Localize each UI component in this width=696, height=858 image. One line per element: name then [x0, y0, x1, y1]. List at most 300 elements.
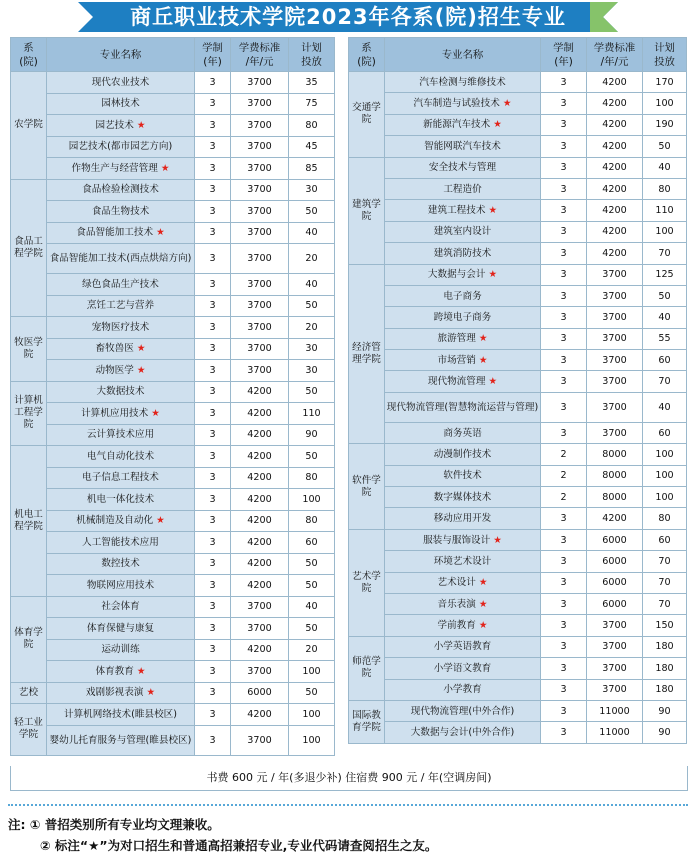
- major-name: 安全技术与管理: [428, 162, 497, 174]
- plan-cell: 90: [643, 700, 687, 721]
- major-cell: [47, 274, 195, 296]
- plan-cell: 50: [289, 446, 335, 468]
- major-cell: [385, 285, 541, 306]
- years-cell: 3: [541, 615, 587, 636]
- major-cell: [47, 682, 195, 704]
- years-cell: 3: [541, 328, 587, 349]
- major-cell: [385, 307, 541, 328]
- plan-cell: 90: [289, 424, 335, 446]
- header-years-line2: (年): [203, 55, 222, 68]
- years-cell: 3: [541, 200, 587, 221]
- plan-cell: 80: [289, 115, 335, 137]
- major-name: 动漫制作技术: [433, 448, 492, 460]
- years-cell: 2: [541, 444, 587, 465]
- major-name: 汽车制造与试验技术: [413, 98, 500, 110]
- table-row: [349, 328, 687, 349]
- header-row: [349, 38, 687, 72]
- years-cell: 3: [195, 661, 231, 683]
- plan-cell: 80: [289, 510, 335, 532]
- table-row: [349, 371, 687, 392]
- years-cell: 3: [195, 317, 231, 339]
- right-major-table: [348, 37, 687, 744]
- table-row: [349, 178, 687, 199]
- star-icon: ★: [475, 620, 488, 632]
- table-row: [349, 350, 687, 371]
- header-dept-line1: 系: [361, 41, 372, 54]
- years-cell: 3: [195, 93, 231, 115]
- major-cell: [47, 136, 195, 158]
- fee-cell: 3700: [231, 115, 289, 137]
- fee-cell: 8000: [587, 444, 643, 465]
- table-row: [11, 553, 335, 575]
- table-row: [11, 381, 335, 403]
- plan-cell: 50: [643, 136, 687, 157]
- major-name: 艺术设计: [437, 577, 476, 589]
- fee-cell: 6000: [231, 682, 289, 704]
- header-plan-line1: 计划: [301, 41, 322, 54]
- major-cell: [385, 658, 541, 679]
- table-row: [349, 529, 687, 550]
- header-fee-line2: /年/元: [245, 55, 274, 68]
- major-cell: [47, 446, 195, 468]
- table-row: [11, 510, 335, 532]
- plan-cell: 70: [643, 572, 687, 593]
- major-name: 园艺技术: [95, 119, 134, 131]
- table-row: [349, 243, 687, 264]
- fee-cell: 3700: [587, 285, 643, 306]
- years-cell: 3: [195, 704, 231, 726]
- major-name: 烹饪工艺与营养: [86, 300, 155, 312]
- table-row: [11, 446, 335, 468]
- table-row: [11, 158, 335, 180]
- plan-cell: 70: [643, 243, 687, 264]
- fee-cell: 4200: [231, 403, 289, 425]
- fee-cell: 4200: [231, 575, 289, 597]
- star-icon: ★: [499, 98, 512, 110]
- major-name: 电气自动化技术: [86, 450, 155, 462]
- star-icon: ★: [143, 687, 156, 699]
- major-name: 食品检验检测技术: [82, 184, 159, 196]
- major-cell: [385, 371, 541, 392]
- major-name: 市场营销: [437, 354, 476, 366]
- fee-cell: 4200: [231, 639, 289, 661]
- fee-cell: 3700: [231, 274, 289, 296]
- fee-cell: 3700: [231, 222, 289, 244]
- plan-cell: 70: [643, 551, 687, 572]
- years-cell: 3: [541, 72, 587, 93]
- fee-cell: 4200: [231, 489, 289, 511]
- star-icon: ★: [153, 227, 165, 239]
- note-item-2: ② 标注“★”为对口招生和普通高招兼招专业,专业代码请查阅招生之友。: [40, 838, 438, 853]
- header-years: [195, 38, 231, 72]
- major-name: 新能源汽车技术: [423, 119, 491, 131]
- fee-cell: 3700: [587, 636, 643, 657]
- plan-cell: 85: [289, 158, 335, 180]
- table-row: [11, 244, 335, 274]
- table-row: [11, 489, 335, 511]
- star-icon: ★: [485, 376, 498, 388]
- major-cell: [47, 72, 195, 94]
- fee-cell: 4200: [231, 424, 289, 446]
- major-cell: [385, 508, 541, 529]
- plan-cell: 125: [643, 264, 687, 285]
- major-cell: [47, 115, 195, 137]
- header-plan: [643, 38, 687, 72]
- fee-cell: 3700: [231, 338, 289, 360]
- fee-cell: 4200: [587, 200, 643, 221]
- star-icon: ★: [485, 205, 498, 217]
- header-years-line1: 学制: [553, 41, 574, 54]
- plan-cell: 60: [643, 350, 687, 371]
- plan-cell: 100: [289, 661, 335, 683]
- years-cell: 3: [541, 551, 587, 572]
- plan-cell: 60: [289, 532, 335, 554]
- table-row: [11, 115, 335, 137]
- major-name: 建筑消防技术: [433, 247, 492, 259]
- major-name: 体育教育: [95, 665, 134, 677]
- years-cell: 3: [195, 158, 231, 180]
- fee-cell: 4200: [587, 243, 643, 264]
- major-cell: [47, 725, 195, 755]
- major-name: 人工智能技术应用: [82, 536, 159, 548]
- plan-cell: 180: [643, 679, 687, 700]
- major-cell: [47, 338, 195, 360]
- table-row: [11, 661, 335, 683]
- header-years-line2: (年): [554, 55, 573, 68]
- years-cell: 3: [541, 593, 587, 614]
- major-cell: [47, 510, 195, 532]
- fee-cell: 8000: [587, 465, 643, 486]
- fee-cell: 4200: [587, 178, 643, 199]
- fee-cell: 3700: [231, 317, 289, 339]
- table-row: [349, 307, 687, 328]
- header-fee: [587, 38, 643, 72]
- table-row: [349, 551, 687, 572]
- dept-cell: 机电工程学院: [11, 446, 47, 597]
- major-cell: [47, 360, 195, 382]
- plan-cell: 180: [643, 658, 687, 679]
- table-row: [349, 593, 687, 614]
- header-plan-line2: 投放: [301, 55, 322, 68]
- star-icon: ★: [133, 364, 146, 376]
- major-name: 跨境电子商务: [433, 311, 492, 323]
- major-name: 数控技术: [101, 558, 140, 570]
- major-name: 现代物流管理(智慧物流运营与管理): [386, 401, 539, 413]
- table-row: [349, 157, 687, 178]
- years-cell: 3: [195, 360, 231, 382]
- star-icon: ★: [153, 515, 165, 527]
- fee-cell: 4200: [587, 221, 643, 242]
- plan-cell: 80: [643, 178, 687, 199]
- dept-cell: 计算机工程学院: [11, 381, 47, 446]
- major-cell: [385, 615, 541, 636]
- years-cell: 3: [195, 682, 231, 704]
- header-fee-line2: /年/元: [600, 55, 629, 68]
- plan-cell: 180: [643, 636, 687, 657]
- major-name: 汽车检测与维修技术: [419, 76, 506, 88]
- years-cell: 3: [195, 244, 231, 274]
- major-cell: [385, 157, 541, 178]
- plan-cell: 30: [289, 179, 335, 201]
- fee-cell: 4200: [231, 467, 289, 489]
- major-name: 移动应用开发: [433, 513, 492, 525]
- table-header: [349, 38, 687, 72]
- major-name: 戏剧影视表演: [85, 687, 144, 699]
- fee-cell: 11000: [587, 722, 643, 743]
- major-cell: [385, 722, 541, 743]
- plan-cell: 60: [643, 529, 687, 550]
- fee-cell: 3700: [587, 350, 643, 371]
- dept-cell: 食品工程学院: [11, 179, 47, 317]
- fee-cell: 4200: [231, 381, 289, 403]
- table-header: [11, 38, 335, 72]
- major-cell: [47, 467, 195, 489]
- plan-cell: 80: [289, 467, 335, 489]
- years-cell: 3: [541, 529, 587, 550]
- major-cell: [385, 487, 541, 508]
- major-name: 园艺技术(都市园艺方向): [68, 141, 173, 153]
- fees-footer-text: 书费 600 元 / 年(多退少补) 住宿费 900 元 / 年(空调房间): [206, 771, 492, 784]
- table-row: [11, 704, 335, 726]
- major-name: 小学语文教育: [433, 662, 492, 674]
- table-row: [349, 465, 687, 486]
- plan-cell: 100: [289, 725, 335, 755]
- years-cell: 3: [541, 93, 587, 114]
- years-cell: 3: [541, 264, 587, 285]
- years-cell: 3: [541, 178, 587, 199]
- star-icon: ★: [490, 119, 502, 131]
- table-body: [349, 72, 687, 744]
- fee-cell: 3700: [231, 295, 289, 317]
- major-name: 作物生产与经营管理: [71, 162, 158, 174]
- fee-cell: 3700: [231, 136, 289, 158]
- fee-cell: 6000: [587, 593, 643, 614]
- table-row: [11, 403, 335, 425]
- fee-cell: 4200: [587, 72, 643, 93]
- major-name: 数字媒体技术: [433, 491, 492, 503]
- major-name: 商务英语: [443, 427, 482, 439]
- major-name: 食品智能加工技术(西点烘焙方向): [49, 253, 192, 264]
- fee-cell: 4200: [231, 704, 289, 726]
- major-name: 旅游管理: [437, 333, 476, 345]
- major-name: 绿色食品生产技术: [82, 278, 159, 290]
- header-plan-line1: 计划: [654, 41, 675, 54]
- plan-cell: 30: [289, 360, 335, 382]
- fee-cell: 6000: [587, 529, 643, 550]
- table-row: [11, 295, 335, 317]
- table-row: [349, 679, 687, 700]
- header-years-line1: 学制: [202, 41, 223, 54]
- fee-cell: 3700: [231, 201, 289, 223]
- star-icon: ★: [133, 343, 146, 355]
- note-line-2: [40, 835, 437, 856]
- years-cell: 3: [541, 350, 587, 371]
- fee-cell: 11000: [587, 700, 643, 721]
- years-cell: 3: [541, 114, 587, 135]
- plan-cell: 20: [289, 244, 335, 274]
- major-cell: [47, 553, 195, 575]
- major-name: 计算机网络技术(睢县校区): [63, 708, 178, 720]
- table-row: [349, 93, 687, 114]
- dept-cell: 体育学院: [11, 596, 47, 682]
- major-name: 云计算技术应用: [86, 429, 155, 441]
- table-row: [11, 596, 335, 618]
- fee-cell: 3700: [231, 158, 289, 180]
- major-cell: [47, 532, 195, 554]
- header-plan-line2: 投放: [654, 55, 675, 68]
- major-name: 体育保健与康复: [86, 622, 155, 634]
- years-cell: 3: [541, 221, 587, 242]
- major-cell: [385, 264, 541, 285]
- left-major-table: [10, 37, 335, 756]
- major-cell: [385, 114, 541, 135]
- major-name: 小学英语教育: [433, 641, 492, 653]
- major-name: 工程造价: [443, 183, 482, 195]
- table-row: [11, 201, 335, 223]
- table-row: [11, 360, 335, 382]
- major-name: 机械制造及自动化: [76, 515, 154, 527]
- header-fee: [231, 38, 289, 72]
- table-row: [11, 179, 335, 201]
- major-cell: [385, 572, 541, 593]
- years-cell: 3: [195, 403, 231, 425]
- star-icon: ★: [157, 162, 170, 174]
- fee-cell: 6000: [587, 572, 643, 593]
- table-row: [349, 200, 687, 221]
- major-name: 电子商务: [443, 290, 482, 302]
- dept-cell: 软件学院: [349, 444, 385, 530]
- major-name: 环境艺术设计: [433, 555, 492, 567]
- table-row: [349, 114, 687, 135]
- dept-cell: 师范学院: [349, 636, 385, 700]
- table-row: [11, 317, 335, 339]
- star-icon: ★: [490, 534, 502, 546]
- years-cell: 3: [541, 636, 587, 657]
- fee-cell: 3700: [231, 179, 289, 201]
- plan-cell: 190: [643, 114, 687, 135]
- fee-cell: 3700: [587, 371, 643, 392]
- fee-cell: 3700: [587, 679, 643, 700]
- dept-cell: 国际教育学院: [349, 700, 385, 743]
- plan-cell: 100: [643, 487, 687, 508]
- years-cell: 3: [195, 510, 231, 532]
- major-cell: [47, 704, 195, 726]
- plan-cell: 30: [289, 338, 335, 360]
- major-name: 园林技术: [101, 98, 140, 110]
- years-cell: 3: [541, 572, 587, 593]
- header-dept-line2: (院): [357, 55, 376, 68]
- table-row: [349, 700, 687, 721]
- plan-cell: 45: [289, 136, 335, 158]
- plan-cell: 100: [643, 93, 687, 114]
- plan-cell: 170: [643, 72, 687, 93]
- years-cell: 3: [541, 700, 587, 721]
- header-dept: [349, 38, 385, 72]
- fee-cell: 3700: [231, 661, 289, 683]
- major-name: 计算机应用技术: [81, 407, 149, 419]
- plan-cell: 70: [643, 593, 687, 614]
- star-icon: ★: [475, 354, 488, 366]
- major-cell: [385, 178, 541, 199]
- major-cell: [385, 200, 541, 221]
- major-cell: [385, 593, 541, 614]
- major-cell: [47, 661, 195, 683]
- header-fee-line1: 学费标准: [593, 41, 636, 54]
- major-cell: [47, 158, 195, 180]
- years-cell: 3: [195, 489, 231, 511]
- dept-cell: 牧医学院: [11, 317, 47, 382]
- major-cell: [47, 93, 195, 115]
- dept-cell: 艺校: [11, 682, 47, 704]
- fee-cell: 3700: [231, 618, 289, 640]
- plan-cell: 40: [643, 392, 687, 422]
- dotted-divider: [8, 804, 688, 806]
- years-cell: 3: [195, 446, 231, 468]
- years-cell: 3: [195, 618, 231, 640]
- plan-cell: 35: [289, 72, 335, 94]
- plan-cell: 100: [643, 444, 687, 465]
- major-cell: [385, 444, 541, 465]
- major-cell: [385, 636, 541, 657]
- page-title: 商丘职业技术学院2023年各系(院)招生专业: [130, 5, 566, 29]
- major-name: 智能网联汽车技术: [424, 140, 501, 152]
- major-name: 社会体育: [101, 601, 140, 613]
- star-icon: ★: [133, 665, 146, 677]
- plan-cell: 50: [643, 285, 687, 306]
- star-icon: ★: [475, 577, 488, 589]
- table-row: [11, 532, 335, 554]
- years-cell: 2: [541, 487, 587, 508]
- plan-cell: 100: [643, 465, 687, 486]
- fee-cell: 3700: [587, 615, 643, 636]
- fees-footer: [10, 766, 688, 791]
- years-cell: 3: [541, 392, 587, 422]
- major-cell: [47, 179, 195, 201]
- major-cell: [47, 222, 195, 244]
- table-row: [11, 338, 335, 360]
- plan-cell: 100: [289, 489, 335, 511]
- table-row: [349, 285, 687, 306]
- plan-cell: 150: [643, 615, 687, 636]
- fee-cell: 3700: [587, 264, 643, 285]
- major-cell: [47, 403, 195, 425]
- header-dept: [11, 38, 47, 72]
- fee-cell: 8000: [587, 487, 643, 508]
- plan-cell: 110: [643, 200, 687, 221]
- table-row: [349, 572, 687, 593]
- plan-cell: 60: [643, 422, 687, 443]
- table-row: [11, 93, 335, 115]
- plan-cell: 50: [289, 295, 335, 317]
- major-name: 婴幼儿托育服务与管理(睢县校区): [49, 734, 192, 746]
- star-icon: ★: [475, 598, 488, 610]
- dept-cell: 交通学院: [349, 72, 385, 158]
- major-name: 学前教育: [437, 620, 476, 632]
- fee-cell: 3700: [587, 307, 643, 328]
- plan-cell: 55: [643, 328, 687, 349]
- major-cell: [47, 201, 195, 223]
- table-row: [11, 424, 335, 446]
- major-name: 音乐表演: [437, 598, 476, 610]
- major-cell: [385, 350, 541, 371]
- major-cell: [47, 489, 195, 511]
- major-cell: [385, 243, 541, 264]
- dept-cell: 艺术学院: [349, 529, 385, 636]
- star-icon: ★: [475, 333, 488, 345]
- fee-cell: 3700: [587, 392, 643, 422]
- major-name: 畜牧兽医: [95, 343, 134, 355]
- table-row: [349, 722, 687, 743]
